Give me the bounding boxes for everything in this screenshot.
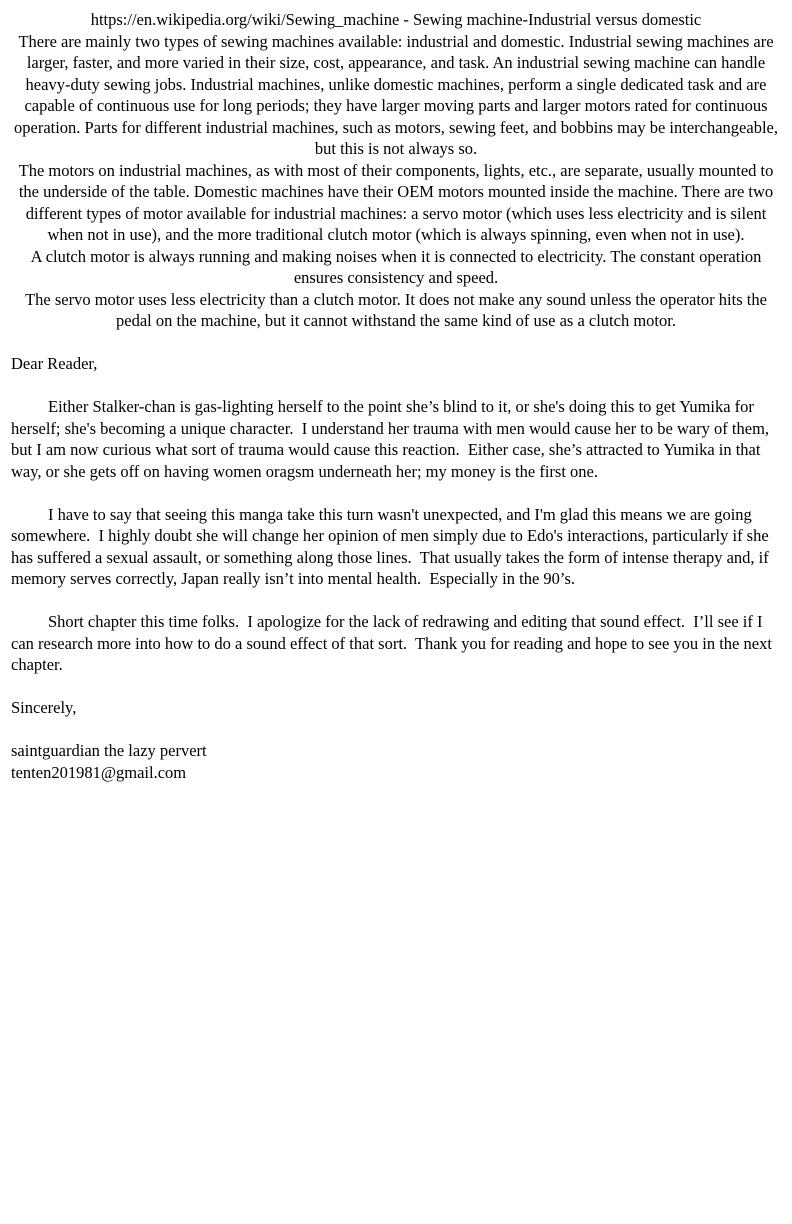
article-paragraph: The servo motor uses less electricity than a clutch motor. It does not make any sound unless the operator hits the pedal on the machine, but it cannot withstand the same kind of use as a clutch motor. bbox=[25, 289, 772, 330]
article-paragraph: A clutch motor is always running and making noises when it is connected to electricity. The constant operation ensures consistency and speed. bbox=[30, 246, 766, 287]
article-paragraph: The motors on industrial machines, as with most of their components, lights, etc., are separate, usually mounted to the underside of the table. Domestic machines have their OEM motors mounted inside the machine. There are two different types of motor available for industrial machines: a servo motor (which uses less electricity and is silent when not in use), and the more traditional clutch motor (which is always spinning, even when not in use). bbox=[18, 160, 778, 244]
letter-section bbox=[11, 353, 781, 783]
letter-paragraph: Short chapter this time folks. I apologize for the lack of redrawing and editing that sound effect. I’ll see if I can research more into how to do a sound effect of that sort. Thank you for reading and hope to see you in the next chapter. bbox=[11, 612, 777, 674]
letter-email: tenten201981@gmail.com bbox=[11, 762, 187, 782]
letter-closing: Sincerely, bbox=[11, 698, 77, 717]
article-section bbox=[11, 9, 781, 332]
source-url-line: https://en.wikipedia.org/wiki/Sewing_machine - Sewing machine-Industrial versus domestic bbox=[90, 10, 702, 29]
letter-signature: saintguardian the lazy pervert bbox=[11, 741, 207, 760]
letter-paragraph: Either Stalker-chan is gas-lighting herself to the point she’s blind to it, or she's doing this to get Yumika for herself; she's becoming a unique character. I understand her trauma with men would cause her to be wary of them, but I am now curious what sort of trauma would cause this reaction. Either case, she’s attracted to Yumika in that way, or she gets off on having women oragsm underneath her; my money is the first one. bbox=[11, 397, 774, 481]
letter-salutation: Dear Reader, bbox=[11, 354, 98, 373]
letter-paragraph: I have to say that seeing this manga take this turn wasn't unexpected, and I'm glad this means we are going somewhere. I highly doubt she will change her opinion of men simply due to Edo's interactions, particularly if she has suffered a sexual assault, or something along those lines. That usually takes the form of intense therapy and, if memory serves correctly, Japan really isn’t into mental health. Especially in the 90’s. bbox=[11, 504, 773, 588]
article-paragraph: There are mainly two types of sewing machines available: industrial and domestic. Industrial sewing machines are larger, faster, and more varied in their size, cost, appearance, and task. An industrial sewing machine can handle heavy-duty sewing jobs. Industrial machines, unlike domestic machines, perform a single dedicated task and are capable of continuous use for long periods; they have larger moving parts and larger motors rated for continuous operation. Parts for different industrial machines, such as motors, sewing feet, and bobbins may be interchangeable, but this is not always so. bbox=[14, 31, 783, 158]
